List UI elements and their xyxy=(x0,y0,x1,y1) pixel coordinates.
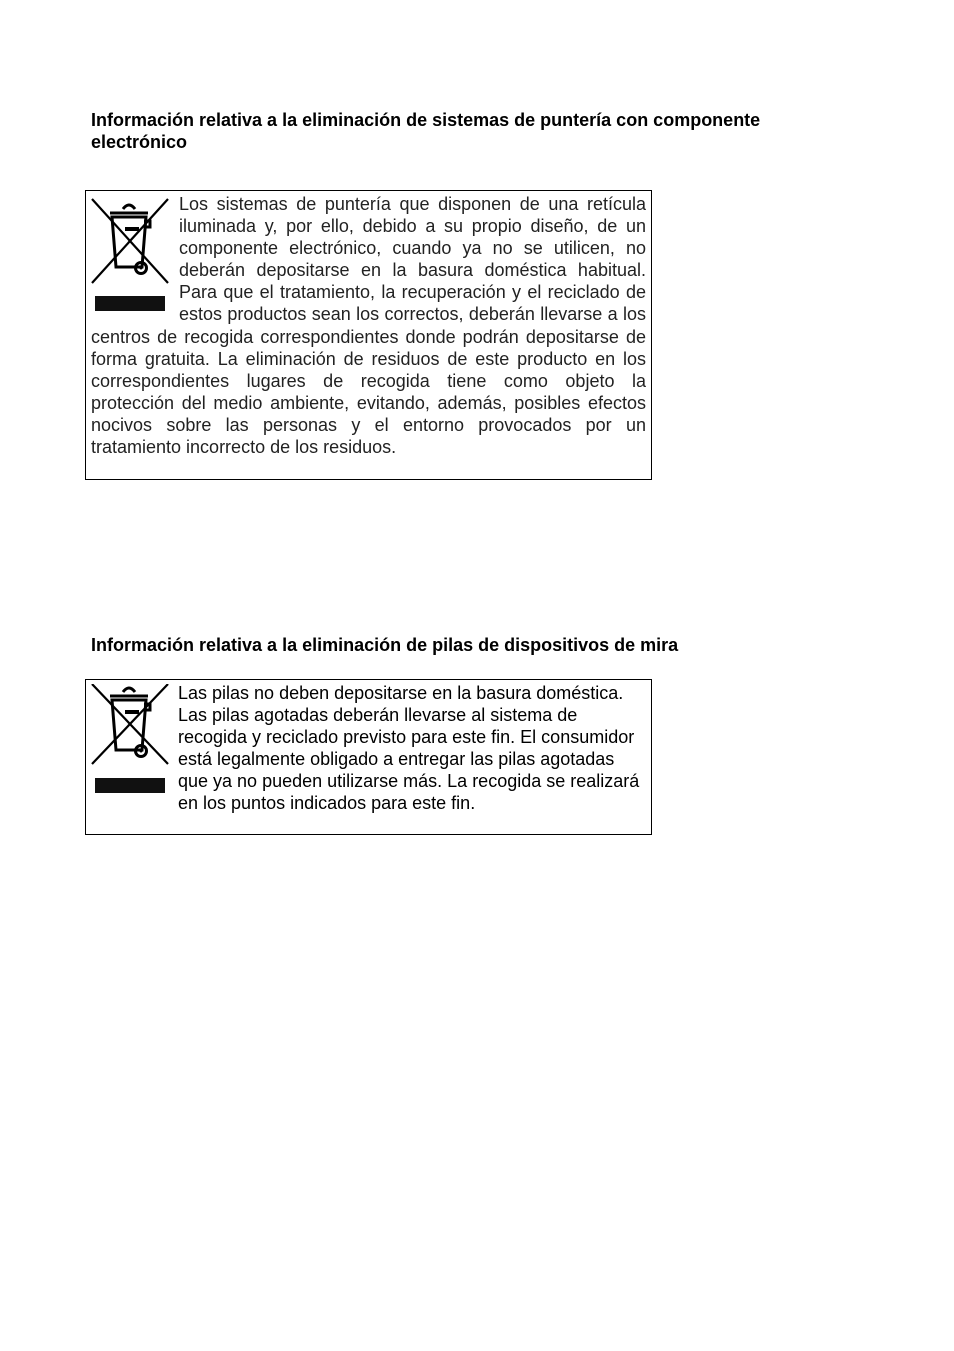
crossed-out-wheelie-bin-icon xyxy=(88,684,173,794)
disposal-notice-box-batteries xyxy=(85,679,652,835)
disposal-notice-text: Los sistemas de puntería que disponen de una retícula iluminada y, por ello, debido a su propio diseño, de un componente electrónico, cuando ya no se utilicen, no deberán depositarse en la basura doméstica habitual. Para que el tratamiento, la recuperación y el reciclado de estos productos sean los correctos, deberán llevarse a los centros de recogida correspondientes donde podrán depositarse de forma gratuita. La eliminación de residuos de este producto en los correspondientes lugares de recogida tiene como objeto la protección del medio ambiente, evitando, además, posibles efectos nocivos sobre las personas y el entorno provocados por un tratamiento incorrecto de los residuos. xyxy=(91,194,646,458)
crossed-out-wheelie-bin-icon xyxy=(88,195,173,315)
disposal-notice-box-electronic-sights xyxy=(85,190,652,480)
section-heading-batteries: Información relativa a la eliminación de pilas de dispositivos de mira xyxy=(91,635,679,655)
section-heading-electronic-sights: Información relativa a la eliminación de sistemas de puntería con componente electrónico xyxy=(91,110,761,152)
disposal-notice-text: Las pilas no deben depositarse en la basura doméstica. Las pilas agotadas deberán llevarse al sistema de recogida y reciclado previsto para este fin. El consumidor está legalmente obligado a entregar las pilas agotadas que ya no pueden utilizarse más. La recogida se realizará en los puntos indicados para este fin. xyxy=(178,683,640,814)
